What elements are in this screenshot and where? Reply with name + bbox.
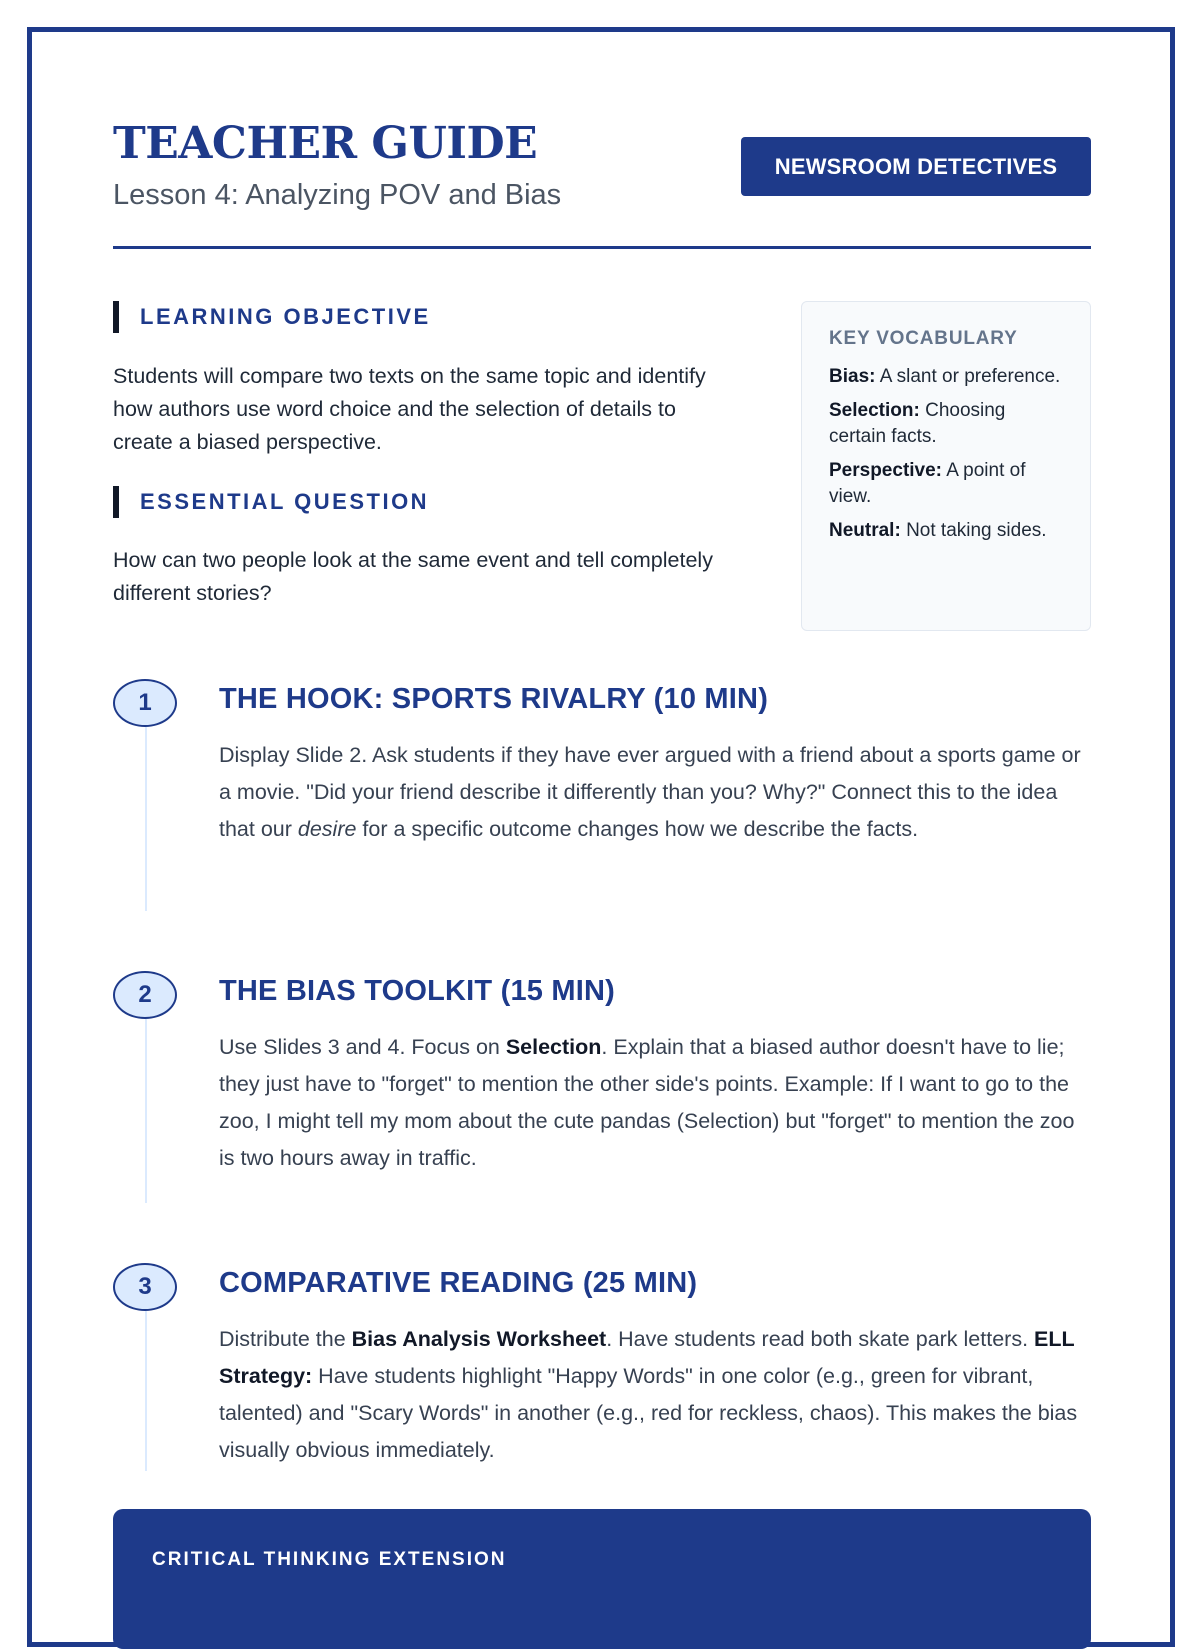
header-divider bbox=[113, 246, 1091, 249]
vocab-definition: A slant or preference. bbox=[879, 366, 1061, 387]
essential-question-heading: ESSENTIAL QUESTION bbox=[113, 486, 429, 518]
vocab-term: Selection: bbox=[829, 400, 920, 421]
step-title: THE HOOK: SPORTS RIVALRY (10 MIN) bbox=[219, 683, 769, 715]
step-number-badge: 3 bbox=[113, 1263, 177, 1311]
step-body bbox=[219, 737, 1081, 848]
vocab-definition: Choosing certain facts. bbox=[829, 400, 1006, 447]
vocab-term: Neutral: bbox=[829, 520, 901, 541]
critical-thinking-extension bbox=[113, 1509, 1091, 1649]
step-title: THE BIAS TOOLKIT (15 MIN) bbox=[219, 975, 615, 1007]
vocab-term: Bias: bbox=[829, 366, 876, 387]
step-connector-line bbox=[145, 1311, 147, 1471]
key-vocabulary-title: KEY VOCABULARY bbox=[829, 328, 1018, 349]
step-body-text: . Have students read both skate park letters. bbox=[606, 1327, 1035, 1351]
lesson-subtitle: Lesson 4: Analyzing POV and Bias bbox=[113, 179, 562, 211]
step-body bbox=[219, 1321, 1081, 1469]
vocab-item bbox=[829, 458, 1064, 510]
page-title: TEACHER GUIDE bbox=[113, 118, 538, 169]
vocab-item bbox=[829, 398, 1064, 450]
learning-objective-heading: LEARNING OBJECTIVE bbox=[113, 301, 431, 333]
step-connector-line bbox=[145, 727, 147, 911]
step-body-text: Distribute the bbox=[219, 1327, 352, 1351]
step-body-text: Have students highlight "Happy Words" in one color (e.g., green for vibrant, talented) and "Scary Words" in another (e.g., red for reckless, chaos). This makes the bias visually obvious immediately. bbox=[219, 1364, 1078, 1462]
key-vocabulary-box bbox=[801, 301, 1091, 631]
guide-frame bbox=[27, 27, 1175, 1647]
step-body-bold: Selection bbox=[505, 1035, 602, 1059]
step-body-text: . Explain that a biased author doesn't have to lie; they just have to "forget" to mention the other side's points. Example: If I want to go to the zoo, I might tell my mom about the cute pandas (Selection) but "forget" to mention the zoo is two hours away in traffic. bbox=[219, 1035, 1075, 1170]
step-title: COMPARATIVE READING (25 MIN) bbox=[219, 1267, 698, 1299]
step-number-badge: 1 bbox=[113, 679, 177, 727]
vocab-definition: A point of view. bbox=[829, 460, 1026, 507]
step-body-emphasis: desire bbox=[297, 817, 357, 841]
step-body bbox=[219, 1029, 1081, 1177]
step-body-bold: ELL Strategy: bbox=[219, 1327, 1075, 1388]
learning-objective-text: Students will compare two texts on the same topic and identify how authors use word choice and the selection of details to create a biased perspective. bbox=[113, 364, 706, 454]
step-body-bold: Bias Analysis Worksheet bbox=[351, 1327, 607, 1351]
vocab-item bbox=[829, 364, 1064, 390]
step-number-badge: 2 bbox=[113, 971, 177, 1019]
vocab-definition: Not taking sides. bbox=[906, 520, 1047, 541]
unit-badge: NEWSROOM DETECTIVES bbox=[741, 137, 1091, 196]
extension-title: CRITICAL THINKING EXTENSION bbox=[152, 1549, 507, 1570]
step-body-text: for a specific outcome changes how we describe the facts. bbox=[356, 817, 919, 841]
essential-question-text: How can two people look at the same event and tell completely different stories? bbox=[113, 548, 713, 605]
step-body-text: Use Slides 3 and 4. Focus on bbox=[219, 1035, 506, 1059]
step-connector-line bbox=[145, 1019, 147, 1203]
vocab-item bbox=[829, 518, 1064, 544]
vocab-term: Perspective: bbox=[829, 460, 943, 481]
step-body-text: Display Slide 2. Ask students if they have ever argued with a friend about a sports game or a movie. "Did your friend describe it differently than you? Why?" Connect this to the idea that our bbox=[219, 743, 1081, 841]
